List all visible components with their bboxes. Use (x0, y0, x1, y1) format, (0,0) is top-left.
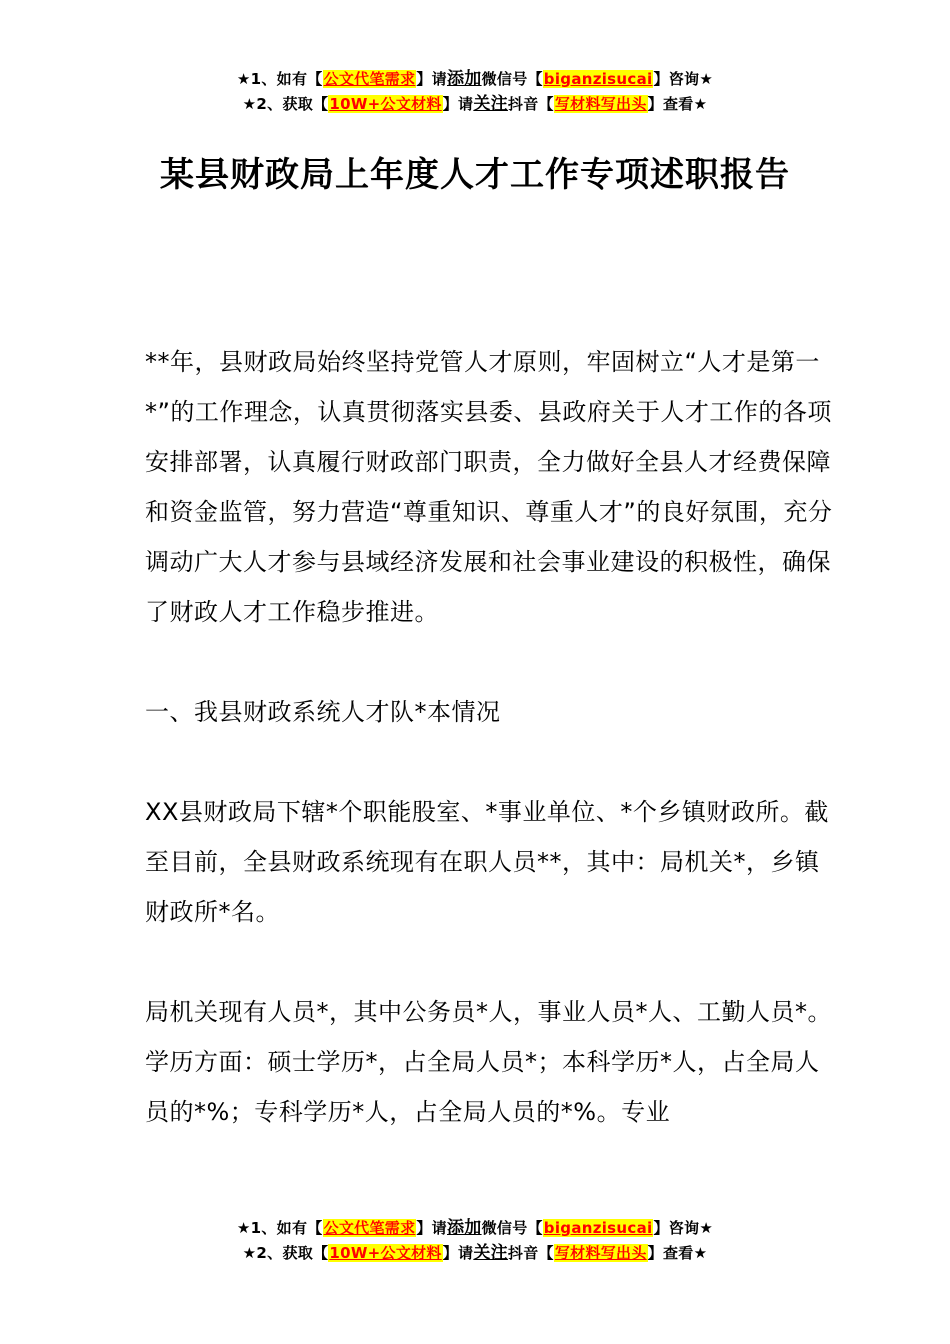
banner-highlight: 公文代笔需求 (323, 70, 416, 88)
paragraph-overview: XX县财政局下辖*个职能股室、*事业单位、*个乡镇财政所。截至目前，全县财政系统现有在职人员**，其中：局机关*，乡镇财政所*名。 (145, 798, 829, 926)
paragraph-staff: 局机关现有人员*，其中公务员*人，事业人员*人、工勤人员*。学历方面：硕士学历*，占全局人员*；本科学历*人，占全局人员的*%；专科学历*人，占全局人员的*%。专业 (145, 998, 832, 1126)
banner-text: 微信号【 (481, 1219, 543, 1237)
banner-text: 】请 (416, 70, 447, 88)
banner-highlight: 写材料写出头 (554, 95, 647, 113)
banner-emphasis: 添加 (446, 69, 482, 89)
banner-text: ★1、如有【 (236, 1219, 323, 1237)
footer-banner (0, 1216, 950, 1266)
banner-emphasis: 关注 (473, 1243, 508, 1263)
banner-highlight: 10W+公文材料 (329, 1244, 442, 1262)
banner-emphasis: 关注 (473, 94, 508, 114)
banner-text: 抖音【 (507, 1244, 554, 1262)
banner-line-2 (0, 92, 950, 117)
banner-highlight: 10W+公文材料 (329, 95, 442, 113)
banner-text: ★2、获取【 (242, 1244, 329, 1262)
banner-text: 】咨询★ (653, 1219, 714, 1237)
banner-text: 】请 (416, 1219, 447, 1237)
banner-line-1 (0, 67, 950, 92)
banner-highlight: 公文代笔需求 (323, 1219, 416, 1237)
section-heading: 一、我县财政系统人才队*本情况 (145, 698, 501, 726)
paragraph-intro: **年，县财政局始终坚持党管人才原则，牢固树立“人才是第一*”的工作理念，认真贯彻落实县委、县政府关于人才工作的各项安排部署，认真履行财政部门职责，全力做好全县人才经费保障和资金监管，努力营造“尊重知识、尊重人才”的良好氛围，充分调动广大人才参与县域经济发展和社会事业建设的积极性，确保了财政人才工作稳步推进。 (145, 348, 833, 626)
banner-line-2 (0, 1241, 950, 1266)
banner-text: 】查看★ (647, 95, 708, 113)
document-body (145, 337, 835, 1137)
banner-text: 微信号【 (481, 70, 543, 88)
banner-highlight: biganzisucai (543, 70, 653, 88)
banner-text: 】咨询★ (653, 70, 714, 88)
banner-text: 】查看★ (647, 1244, 708, 1262)
banner-text: ★2、获取【 (242, 95, 329, 113)
banner-text: ★1、如有【 (236, 70, 323, 88)
banner-text: 】请 (442, 95, 474, 113)
banner-highlight: 写材料写出头 (554, 1244, 647, 1262)
banner-text: 】请 (442, 1244, 474, 1262)
document-title: 某县财政局上年度人才工作专项述职报告 (160, 155, 790, 195)
banner-text: 抖音【 (507, 95, 554, 113)
banner-line-1 (0, 1216, 950, 1241)
document-body-viewport (0, 337, 950, 1187)
banner-highlight: biganzisucai (543, 1219, 653, 1237)
header-banner (0, 67, 950, 117)
banner-emphasis: 添加 (446, 1218, 482, 1238)
